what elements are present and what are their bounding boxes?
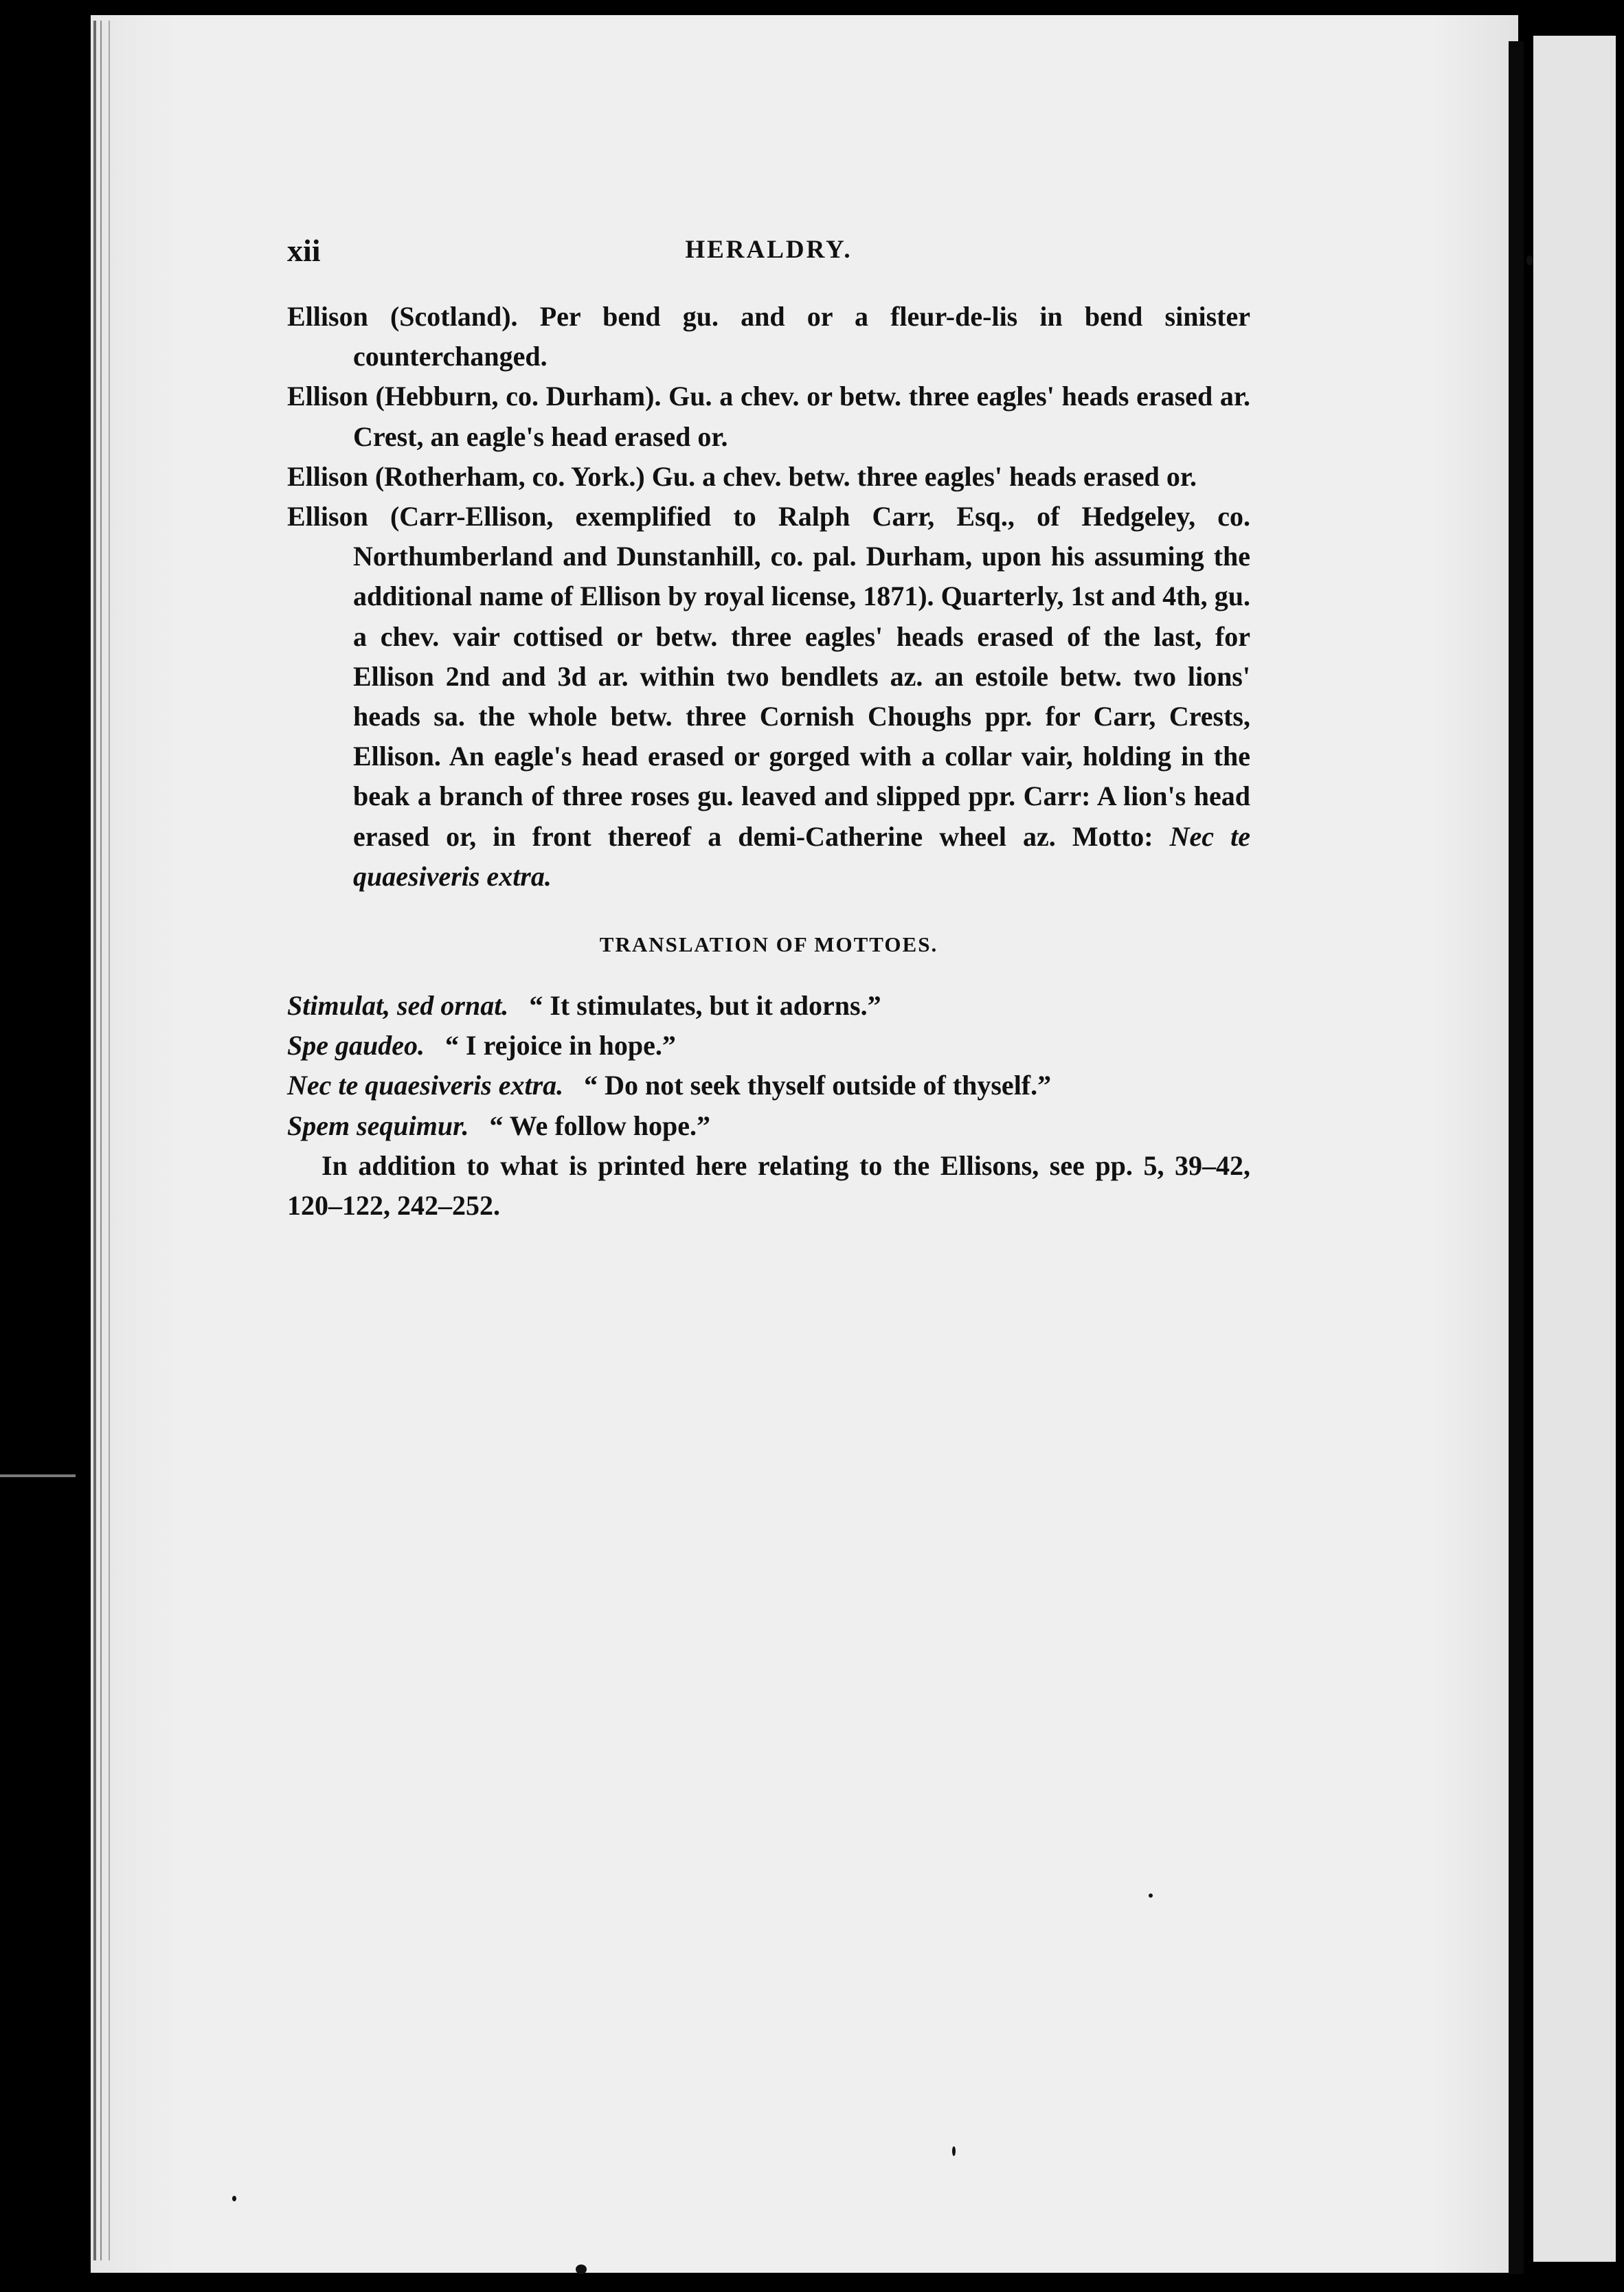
page-body xyxy=(287,297,1250,1226)
motto-line xyxy=(287,1026,1250,1066)
page-edge-shadow xyxy=(1509,41,1524,2274)
scan-smudge xyxy=(0,1474,76,1477)
entry-text: Ellison (Carr-Ellison, exemplified to Ralph Carr, Esq., of Hedgeley, co. Northumberland and Dunstanhill, co. pal. Durham, upon his assuming the additional name of Ellison by royal license, 1871). Quarterly, 1st and 4th, gu. a chev. vair cottised or betw. three eagles' heads erased of the last, for Ellison 2nd and 3d ar. within two bendlets az. an estoile betw. two lions' heads sa. the whole betw. three Cornish Choughs ppr. for Carr, Crests, Ellison. An eagle's head erased or gorged with a collar vair, holding in the beak a branch of three roses gu. leaved and slipped ppr. Carr: A lion's head erased or, in front thereof a demi-Catherine wheel az. Motto: xyxy=(287,501,1250,852)
motto-latin: Stimulat, sed ornat. xyxy=(287,990,509,1022)
page-number: xii xyxy=(287,233,321,268)
entry-motto: Nec te quaesiveris extra. xyxy=(353,820,1250,892)
adjacent-page-edge xyxy=(1533,36,1616,2262)
section-heading: TRANSLATION OF MOTTOES. xyxy=(599,932,938,957)
armorial-entry: Ellison (Hebburn, co. Durham). Gu. a chev. or betw. three eagles' heads erased ar. Crest, an eagle's head erased or. xyxy=(287,381,1250,452)
motto-latin: Spem sequimur. xyxy=(287,1110,469,1141)
motto-latin: Nec te quaesiveris extra. xyxy=(287,1070,564,1101)
armorial-entry: Ellison (Rotherham, co. York.) Gu. a chev. betw. three eagles' heads erased or. xyxy=(287,460,1197,492)
page-header xyxy=(287,232,1250,267)
scan-speck xyxy=(232,2196,236,2201)
scan-speck xyxy=(1526,256,1533,265)
gutter-shadow xyxy=(93,21,96,2260)
armorial-entry: Ellison (Scotland). Per bend gu. and or a fleur-de-lis in bend sinister counterchanged. xyxy=(287,301,1250,372)
armorial-entry xyxy=(287,497,1250,897)
running-title: HERALDRY. xyxy=(685,236,853,264)
motto-line xyxy=(287,986,1250,1026)
scan-speck xyxy=(1149,1894,1153,1898)
motto-line xyxy=(287,1066,1250,1105)
gutter-line xyxy=(109,21,110,2260)
motto-translation: “ I rejoice in hope.” xyxy=(445,1030,676,1061)
motto-translation: “ Do not seek thyself outside of thyself.” xyxy=(584,1070,1052,1101)
scan-speck xyxy=(952,2146,956,2156)
motto-translation: “ It stimulates, but it adorns.” xyxy=(529,990,881,1022)
gutter-line xyxy=(100,21,102,2260)
motto-translation: “ We follow hope.” xyxy=(489,1110,711,1141)
scan-speck xyxy=(576,2265,587,2274)
motto-latin: Spe gaudeo. xyxy=(287,1030,425,1061)
closing-paragraph: In addition to what is printed here relating to the Ellisons, see pp. 5, 39–42, 120–122, 242–252. xyxy=(287,1149,1250,1222)
motto-line xyxy=(287,1106,1250,1146)
